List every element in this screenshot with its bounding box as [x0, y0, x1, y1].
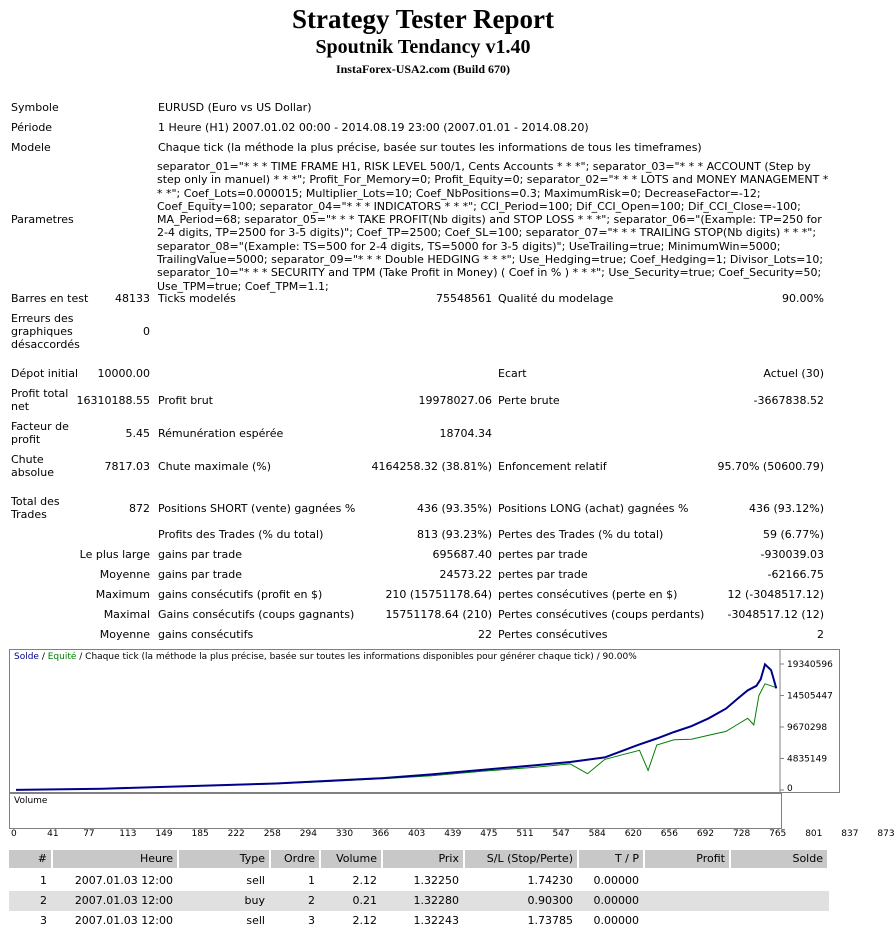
table-cell: buy [244, 894, 265, 907]
header-cell [383, 850, 463, 868]
header-label: Type [239, 852, 265, 865]
x-tick-label: 222 [227, 829, 245, 839]
table-cell: 3 [308, 914, 315, 927]
x-tick-label: 149 [155, 829, 173, 839]
gross-profit-value: 19978027.06 [418, 394, 492, 407]
bars-label: Barres en test [11, 292, 89, 305]
avg-cons-losses-label: Pertes consécutives [498, 628, 608, 641]
table-cell: sell [246, 914, 265, 927]
table-cell: 1.32280 [413, 894, 459, 907]
balance-equity-chart [9, 649, 840, 793]
legend-separator: / [38, 652, 48, 662]
symbol-label: Symbole [11, 101, 59, 114]
rel-drawdown-label: Enfoncement relatif [498, 460, 607, 473]
symbol-value: EURUSD (Euro vs US Dollar) [158, 101, 312, 114]
gross-loss-value: -3667838.52 [753, 394, 824, 407]
params-label: Parametres [11, 213, 74, 226]
x-tick-label: 41 [47, 829, 59, 839]
x-tick-label: 366 [372, 829, 390, 839]
x-tick-label: 620 [624, 829, 642, 839]
x-tick-label: 873 [877, 829, 895, 839]
largest-profit-label: gains par trade [158, 548, 243, 561]
abs-drawdown-label: Chute absolue [11, 453, 54, 479]
ticks-label: Ticks modelés [158, 292, 236, 305]
x-axis [9, 829, 895, 843]
gross-loss-label: Perte brute [498, 394, 560, 407]
table-cell: 0.21 [352, 894, 377, 907]
table-cell: 2.12 [352, 914, 377, 927]
header-label: Heure [139, 852, 173, 865]
chart-plot [10, 650, 839, 792]
quality-label: Qualité du modelage [498, 292, 614, 305]
loss-trades-label: Pertes des Trades (% du total) [498, 528, 664, 541]
errors-label: Erreurs des graphiques désaccordés [11, 312, 80, 351]
short-won-value: 436 (93.35%) [416, 502, 492, 515]
maximal-wins-value: 15751178.64 (210) [385, 608, 492, 621]
x-tick-label: 801 [805, 829, 823, 839]
x-tick-label: 403 [408, 829, 426, 839]
header-cell [579, 850, 643, 868]
table-cell: sell [246, 874, 265, 887]
table-cell: 0.00000 [593, 874, 639, 887]
max-drawdown-value: 4164258.32 (38.81%) [371, 460, 492, 473]
header-cell [179, 850, 269, 868]
table-cell: 1 [308, 874, 315, 887]
legend-description: / Chaque tick (la méthode la plus précise, basée sur toutes les informations disponibles pour générer chaque tick) / 90.00% [76, 652, 637, 662]
header-label: Prix [438, 852, 459, 865]
average-label: Moyenne [99, 568, 150, 581]
payoff-value: 18704.34 [439, 427, 492, 440]
max-cons-wins-value: 210 (15751178.64) [385, 588, 492, 601]
errors-value: 0 [143, 325, 150, 338]
header-label: Profit [696, 852, 725, 865]
average2-label: Moyenne [99, 628, 150, 641]
short-won-label: Positions SHORT (vente) gagnées % [158, 502, 356, 515]
avg-loss-label: pertes par trade [498, 568, 588, 581]
expert-name: Spoutnik Tendancy v1.40 [315, 36, 531, 58]
loss-trades-value: 59 (6.77%) [762, 528, 824, 541]
maximal-label: Maximal [103, 608, 150, 621]
volume-label: Volume [14, 796, 48, 806]
max-cons-losses-label: pertes consécutives (perte en $) [498, 588, 678, 601]
table-cell: 0.00000 [593, 894, 639, 907]
x-tick-label: 294 [299, 829, 317, 839]
quality-value: 90.00% [782, 292, 824, 305]
x-tick-label: 439 [444, 829, 462, 839]
header-cell [321, 850, 381, 868]
table-cell: 2 [40, 894, 47, 907]
table-cell: 2007.01.03 12:00 [74, 874, 173, 887]
deposit-value: 10000.00 [97, 367, 150, 380]
net-profit-label: Profit total net [11, 387, 69, 413]
table-cell: 3 [40, 914, 47, 927]
header-cell [731, 850, 827, 868]
maximal-losses-label: Pertes consécutives (coups perdants) [498, 608, 705, 621]
report-title: Strategy Tester Report [292, 4, 554, 34]
bars-value: 48133 [115, 292, 150, 305]
x-tick-label: 77 [83, 829, 95, 839]
rel-drawdown-value: 95.70% (50600.79) [717, 460, 824, 473]
model-value: Chaque tick (la méthode la plus précise, basée sur toutes les informations de tous les timeframes) [158, 141, 702, 154]
largest-loss-label: pertes par trade [498, 548, 588, 561]
payoff-label: Rémunération espérée [158, 427, 284, 440]
x-tick-label: 765 [769, 829, 787, 839]
max-cons-losses-value: 12 (-3048517.12) [727, 588, 824, 601]
table-cell: 2 [308, 894, 315, 907]
avg-cons-losses-value: 2 [817, 628, 824, 641]
maximal-losses-value: -3048517.12 (12) [727, 608, 824, 621]
spread-value: Actuel (30) [763, 367, 824, 380]
y-tick-label: 14505447 [787, 691, 833, 702]
x-tick-label: 837 [841, 829, 859, 839]
table-row [9, 911, 829, 931]
header-cell [9, 850, 51, 868]
deposit-label: Dépot initial [11, 367, 79, 380]
table-cell: 2007.01.03 12:00 [74, 894, 173, 907]
table-cell: 1.73785 [527, 914, 573, 927]
header-label: Solde [792, 852, 823, 865]
header-cell [645, 850, 729, 868]
x-tick-label: 113 [119, 829, 137, 839]
maximal-wins-label: Gains consécutifs (coups gagnants) [158, 608, 355, 621]
header-label: Ordre [283, 852, 315, 865]
total-trades-value: 872 [129, 502, 150, 515]
avg-cons-wins-label: gains consécutifs [158, 628, 254, 641]
table-cell: 1.74230 [527, 874, 573, 887]
net-profit-value: 16310188.55 [76, 394, 150, 407]
broker-build: InstaForex-USA2.com (Build 670) [335, 62, 511, 76]
table-row [9, 891, 829, 911]
table-cell: 0.00000 [593, 914, 639, 927]
avg-cons-wins-value: 22 [478, 628, 492, 641]
x-tick-label: 547 [552, 829, 570, 839]
period-label: Période [11, 121, 53, 134]
table-row [9, 871, 829, 891]
header-label: S/L (Stop/Perte) [486, 852, 573, 865]
profit-trades-label: Profits des Trades (% du total) [158, 528, 324, 541]
x-tick-label: 728 [733, 829, 751, 839]
abs-drawdown-value: 7817.03 [104, 460, 150, 473]
spread-label: Ecart [498, 367, 527, 380]
x-tick-label: 330 [335, 829, 354, 839]
profit-trades-value: 813 (93.23%) [416, 528, 492, 541]
table-cell: 2.12 [352, 874, 377, 887]
y-tick-label: 19340596 [787, 660, 833, 670]
y-tick-label: 4835149 [787, 754, 828, 765]
long-won-value: 436 (93.12%) [748, 502, 824, 515]
header-cell [271, 850, 319, 868]
largest-loss-value: -930039.03 [760, 548, 824, 561]
x-tick-label: 258 [263, 829, 281, 839]
table-cell: 2007.01.03 12:00 [74, 914, 173, 927]
x-tick-label: 511 [516, 829, 534, 839]
max-drawdown-label: Chute maximale (%) [158, 460, 272, 473]
avg-loss-value: -62166.75 [767, 568, 824, 581]
y-tick-label: 0 [787, 784, 793, 794]
largest-profit-value: 695687.40 [432, 548, 492, 561]
maximum-label: Maximum [95, 588, 150, 601]
legend-equity: Equité [47, 652, 77, 662]
params-value: separator_01="* * * TIME FRAME H1, RISK LEVEL 500/1, Cents Accounts * * *"; separator_03="* * * ACCOUNT (Step by step only in manuel) * * *"; Profit_For_Memory=0; Profit_Equity=0; separator_02="* * * LOTS and MONEY MANAGEMENT * * *"; Coef_Lots=0.000015; Multiplier_Lots=10; Coef_NbPositions=0.3; MaximumRisk=0; DecreaseFactor=-12; Coef_Equity=100; separator_04="* * * INDICATORS * * *"; CCI_Period=100; Dif_CCI_Open=100; Dif_CCI_Close=-100; MA_Period=68; separator_05="* * * TAKE PROFIT(Nb digits) and STOP LOSS * * *"; separator_06="(Example: TP=250 for 2-4 digits, TP=2500 for 3-5 digits)"; Coef_TP=2500; Coef_SL=100; separator_07="* * * TRAILING STOP(Nb digits) * * *"; separator_08="(Example: TS=500 for 2-4 digits, TS=5000 for 3-5 digits)"; UseTrailing=true; MinimumWin=5000; TrailingValue=5000; separator_09="* * * Double HEDGING * * *"; Use_Hedging=true; Coef_Hedging=1; Divisor_Lots=10; separator_10="* * * SECURITY and TPM (Take Profit in Money) ( Coef in % ) * * *"; Use_Security=true; Coef_Security=50; Use_TPM=true; Coef_TPM=1.1; [157, 160, 829, 293]
x-tick-label: 692 [696, 829, 715, 839]
header-cell [465, 850, 577, 868]
model-label: Modele [11, 141, 51, 154]
largest-label: Le plus large [79, 548, 150, 561]
gross-profit-label: Profit brut [158, 394, 213, 407]
table-cell: 1 [40, 874, 47, 887]
x-tick-label: 185 [191, 829, 209, 839]
avg-profit-value: 24573.22 [439, 568, 492, 581]
volume-panel [9, 793, 782, 829]
header-label: T / P [614, 852, 639, 865]
x-tick-label: 0 [11, 829, 17, 839]
legend-balance: Solde [14, 652, 39, 662]
profit-factor-value: 5.45 [125, 427, 150, 440]
x-tick-label: 584 [588, 829, 606, 839]
table-cell: 0.90300 [527, 894, 573, 907]
period-value: 1 Heure (H1) 2007.01.02 00:00 - 2014.08.19 23:00 (2007.01.01 - 2014.08.20) [158, 121, 589, 134]
header-cell [53, 850, 177, 868]
avg-profit-label: gains par trade [158, 568, 243, 581]
balance-series-line [16, 664, 776, 790]
header-label: # [37, 852, 47, 865]
header-label: Volume [336, 852, 377, 865]
max-cons-wins-label: gains consécutifs (profit en $) [158, 588, 323, 601]
total-trades-label: Total des Trades [11, 495, 60, 521]
y-tick-label: 9670298 [787, 723, 828, 733]
ticks-value: 75548561 [436, 292, 492, 305]
x-tick-label: 475 [480, 829, 498, 839]
x-tick-label: 656 [660, 829, 678, 839]
table-cell: 1.32243 [413, 914, 459, 927]
long-won-label: Positions LONG (achat) gagnées % [498, 502, 689, 515]
profit-factor-label: Facteur de profit [11, 420, 69, 446]
table-cell: 1.32250 [413, 874, 459, 887]
